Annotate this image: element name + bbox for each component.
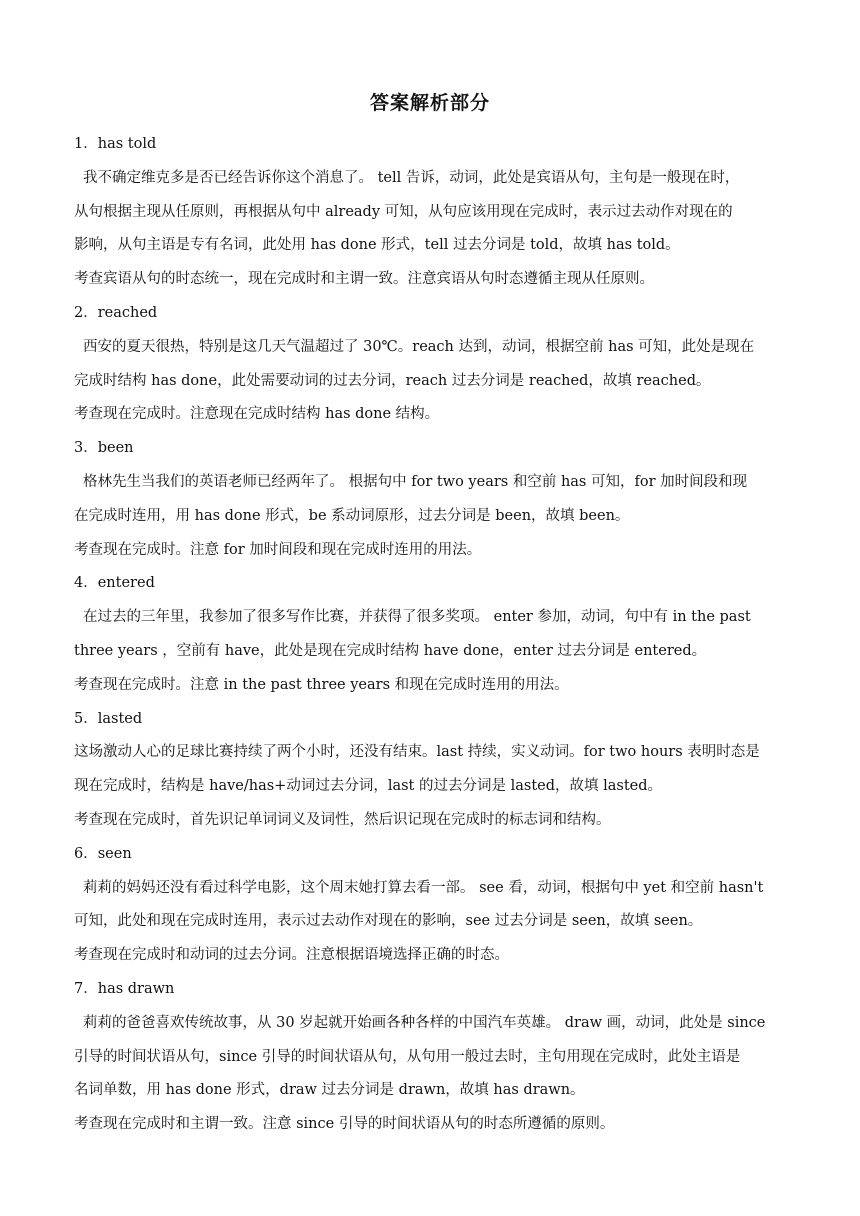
explanation-line: 这场激动人心的足球比赛持续了两个小时，还没有结束。last 持续，实义动词。for two hours 表明时态是 <box>74 744 760 761</box>
answer-item-5 <box>74 703 788 838</box>
explanation-line: 影响，从句主语是专有名词，此处用 has done 形式，tell 过去分词是 told，故填 has told。 <box>74 237 680 254</box>
answer-heading: 4．entered <box>74 575 155 592</box>
answer-item-6 <box>74 838 788 973</box>
explanation-line: 我不确定维克多是否已经告诉你这个消息了。 tell 告诉，动词，此处是宾语从句，主句是一般现在时， <box>83 169 740 186</box>
explanation-line: 名词单数，用 has done 形式，draw 过去分词是 drawn，故填 has drawn。 <box>74 1082 585 1099</box>
page-title: 答案解析部分 <box>369 92 490 114</box>
answer-item-2 <box>74 297 788 432</box>
analysis-note: 考查宾语从句的时态统一，现在完成时和主谓一致。注意宾语从句时态遵循主现从任原则。 <box>74 271 654 288</box>
analysis-note: 考查现在完成时。注意现在完成时结构 has done 结构。 <box>74 406 440 423</box>
answer-heading: 1．has told <box>74 136 157 152</box>
explanation-line: 格林先生当我们的英语老师已经两年了。 根据句中 for two years 和空前 has 可知，for 加时间段和现 <box>83 473 748 490</box>
answer-heading: 3．been <box>74 440 134 457</box>
answer-item-4 <box>74 567 788 702</box>
answer-item-1 <box>74 128 788 297</box>
answer-item-7 <box>74 973 788 1142</box>
explanation-line: 从句根据主现从任原则，再根据从句中 already 可知，从句应该用现在完成时，表示过去动作对现在的 <box>74 203 733 220</box>
explanation-line: 引导的时间状语从句，since 引导的时间状语从句，从句用一般过去时，主句用现在完成时，此处主语是 <box>74 1048 741 1065</box>
answer-item-3 <box>74 432 788 567</box>
analysis-note: 考查现在完成时和主谓一致。注意 since 引导的时间状语从句的时态所遵循的原则。 <box>74 1116 615 1133</box>
answer-heading: 5．lasted <box>74 710 143 727</box>
explanation-line: 莉莉的爸爸喜欢传统故事，从 30 岁起就开始画各种各样的中国汽车英雄。 draw 画，动词，此处是 since <box>83 1014 766 1031</box>
analysis-note: 考查现在完成时。注意 for 加时间段和现在完成时连用的用法。 <box>74 541 482 558</box>
answer-heading: 7．has drawn <box>74 980 175 997</box>
answer-explanations <box>74 128 788 1142</box>
answer-heading: 2．reached <box>74 304 158 321</box>
explanation-line: 在过去的三年里，我参加了很多写作比赛，并获得了很多奖项。 enter 参加，动词，句中有 in the past <box>83 609 751 626</box>
answer-heading: 6．seen <box>74 845 132 862</box>
explanation-line: 可知，此处和现在完成时连用，表示过去动作对现在的影响，see 过去分词是 seen，故填 seen。 <box>74 913 703 930</box>
analysis-note: 考查现在完成时和动词的过去分词。注意根据语境选择正确的时态。 <box>74 947 509 964</box>
explanation-line: 在完成时连用，用 has done 形式，be 系动词原形，过去分词是 been，故填 been。 <box>74 507 630 524</box>
explanation-line: three years ，空前有 have，此处是现在完成时结构 have done，enter 过去分词是 entered。 <box>74 642 707 659</box>
explanation-line: 完成时结构 has done，此处需要动词的过去分词，reach 过去分词是 reached，故填 reached。 <box>74 372 711 389</box>
explanation-line: 西安的夏天很热，特别是这几天气温超过了 30℃。reach 达到，动词，根据空前 has 可知，此处是现在 <box>83 338 755 355</box>
explanation-line: 莉莉的妈妈还没有看过科学电影，这个周末她打算去看一部。 see 看，动词，根据句中 yet 和空前 hasn't <box>83 879 764 896</box>
explanation-line: 现在完成时，结构是 have/has+动词过去分词，last 的过去分词是 lasted，故填 lasted。 <box>74 778 663 795</box>
analysis-note: 考查现在完成时，首先识记单词词义及词性，然后识记现在完成时的标志词和结构。 <box>74 811 611 828</box>
analysis-note: 考查现在完成时。注意 in the past three years 和现在完成时连用的用法。 <box>74 676 569 693</box>
